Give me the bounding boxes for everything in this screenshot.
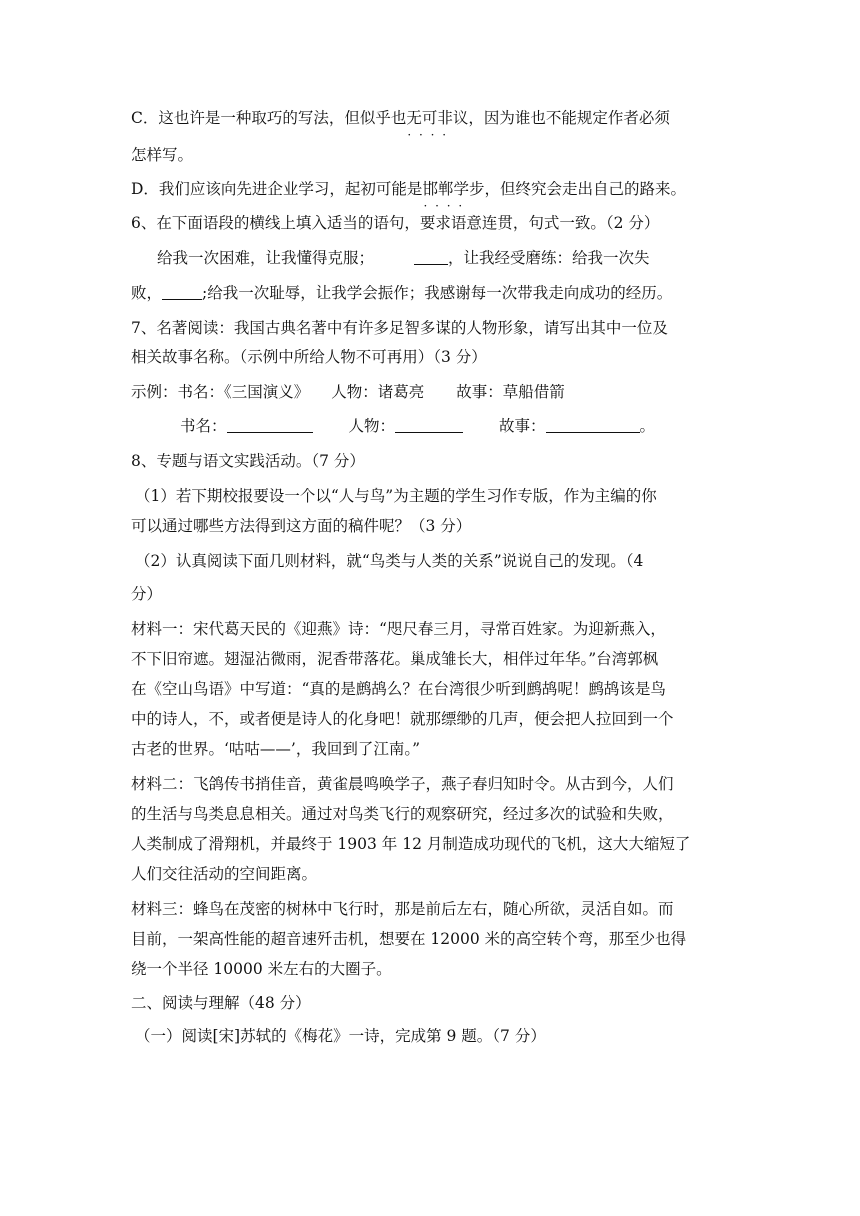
material-2-line-3: 人类制成了滑翔机，并最终于 1903 年 12 月制造成功现代的飞机，这大大缩短了 bbox=[131, 835, 691, 853]
section-2-heading: 二、阅读与理解（48 分） bbox=[131, 994, 311, 1012]
question-8-part-2-continued: 分） bbox=[131, 585, 163, 603]
option-c-continuation: 怎样写。 bbox=[131, 146, 194, 164]
question-6-passage-line-2 bbox=[131, 282, 731, 304]
material-1-line-2: 不下旧帘遮。翅湿沾微雨，泥香带落花。巢成雏长大，相伴过年华。”台湾郭枫 bbox=[131, 650, 659, 668]
book-label: 书名： bbox=[180, 417, 227, 435]
question-6-passage-line-1 bbox=[157, 247, 757, 269]
material-2-line-2: 的生活与鸟类息息相关。通过对鸟类飞行的观察研究，经过多次的试验和失败， bbox=[131, 805, 674, 823]
question-8-part-1-continued: 可以通过哪些方法得到这方面的稿件呢？（3 分） bbox=[131, 517, 472, 535]
passage-text-1: 给我一次困难，让我懂得克服； bbox=[157, 249, 375, 267]
example-story: 故事：草船借箭 bbox=[456, 383, 565, 401]
passage-text-3: 败， bbox=[131, 284, 163, 302]
section-2-part-1-heading: （一）阅读[宋]苏轼的《梅花》一诗，完成第 9 题。（7 分） bbox=[135, 1027, 546, 1045]
question-6-title: 6、在下面语段的横线上填入适当的语句，要求语意连贯，句式一致。（2 分） bbox=[131, 214, 660, 232]
material-2-line-4: 人们交往活动的空间距离。 bbox=[131, 865, 318, 883]
option-c-text-1: C．这也许是一种取巧的写法，但似乎也 bbox=[131, 109, 407, 127]
material-1-line-5: 古老的世界。‘咕咕——’，我回到了江南。” bbox=[131, 740, 421, 758]
passage-text-4: ;给我一次耻辱，让我学会振作；我感谢每一次带我走向成功的经历。 bbox=[202, 284, 673, 302]
question-7-title-continued: 相关故事名称。（示例中所给人物不可再用）（3 分） bbox=[131, 348, 487, 366]
question-8-title: 8、专题与语文实践活动。（7 分） bbox=[131, 452, 365, 470]
book-answer-blank[interactable] bbox=[227, 417, 313, 433]
question-7-title: 7、名著阅读：我国古典名著中有许多足智多谋的人物形象，请写出其中一位及 bbox=[131, 319, 668, 337]
option-c-line bbox=[131, 107, 731, 129]
option-c-dotted-idiom: 无可非议 · · · · bbox=[406, 107, 468, 129]
answer-blank-2[interactable] bbox=[162, 284, 202, 300]
option-d-text-2: ，但终究会走出自己的路来。 bbox=[484, 180, 686, 198]
question-8-part-1: （1）若下期校报要设一个以“人与鸟”为主题的学生习作专版，作为主编的你 bbox=[135, 487, 657, 505]
material-1-line-4: 中的诗人，不，或者便是诗人的化身吧！就那缥缈的几声，便会把人拉回到一个 bbox=[131, 710, 674, 728]
example-person: 人物：诸葛亮 bbox=[331, 383, 425, 401]
question-7-example bbox=[131, 381, 731, 403]
material-3-line-2: 目前，一架高性能的超音速歼击机，想要在 12000 米的高空转个弯，那至少也得 bbox=[131, 930, 687, 948]
story-answer-blank[interactable] bbox=[546, 417, 640, 433]
option-d-line bbox=[131, 178, 731, 200]
material-3-line-3: 绕一个半径 10000 米左右的大圈子。 bbox=[131, 960, 392, 978]
option-d-text-1: D．我们应该向先进企业学习，起初可能是 bbox=[131, 180, 423, 198]
answer-line-period: 。 bbox=[639, 417, 656, 435]
person-label: 人物： bbox=[348, 417, 396, 435]
story-label: 故事： bbox=[499, 417, 546, 435]
question-8-part-2: （2）认真阅读下面几则材料，就“鸟类与人类的关系”说说自己的发现。（4 bbox=[135, 552, 644, 570]
material-1-line-3: 在《空山鸟语》中写道：“真的是鹧鸪么？在台湾很少听到鹧鸪呢！鹧鸪该是鸟 bbox=[131, 680, 666, 698]
example-book: 示例：书名：《三国演义》 bbox=[131, 383, 310, 401]
material-3-line-1: 材料三：蜂鸟在茂密的树林中飞行时，那是前后左右，随心所欲，灵活自如。而 bbox=[131, 900, 674, 918]
option-d-dotted-idiom: 邯郸学步 · · · · bbox=[422, 178, 484, 200]
person-answer-blank[interactable] bbox=[395, 417, 463, 433]
passage-text-2: ，让我经受磨练：给我一次失 bbox=[448, 249, 650, 267]
option-c-text-2: ，因为谁也不能规定作者必须 bbox=[468, 109, 670, 127]
question-7-answer-line bbox=[180, 415, 780, 437]
material-2-line-1: 材料二：飞鸽传书捎佳音，黄雀晨鸣唤学子，燕子春归知时令。从古到今，人们 bbox=[131, 775, 674, 793]
answer-blank-1[interactable] bbox=[414, 249, 448, 265]
material-1-line-1: 材料一：宋代葛天民的《迎燕》诗：“咫尺春三月，寻常百姓家。为迎新燕入， bbox=[131, 620, 666, 638]
